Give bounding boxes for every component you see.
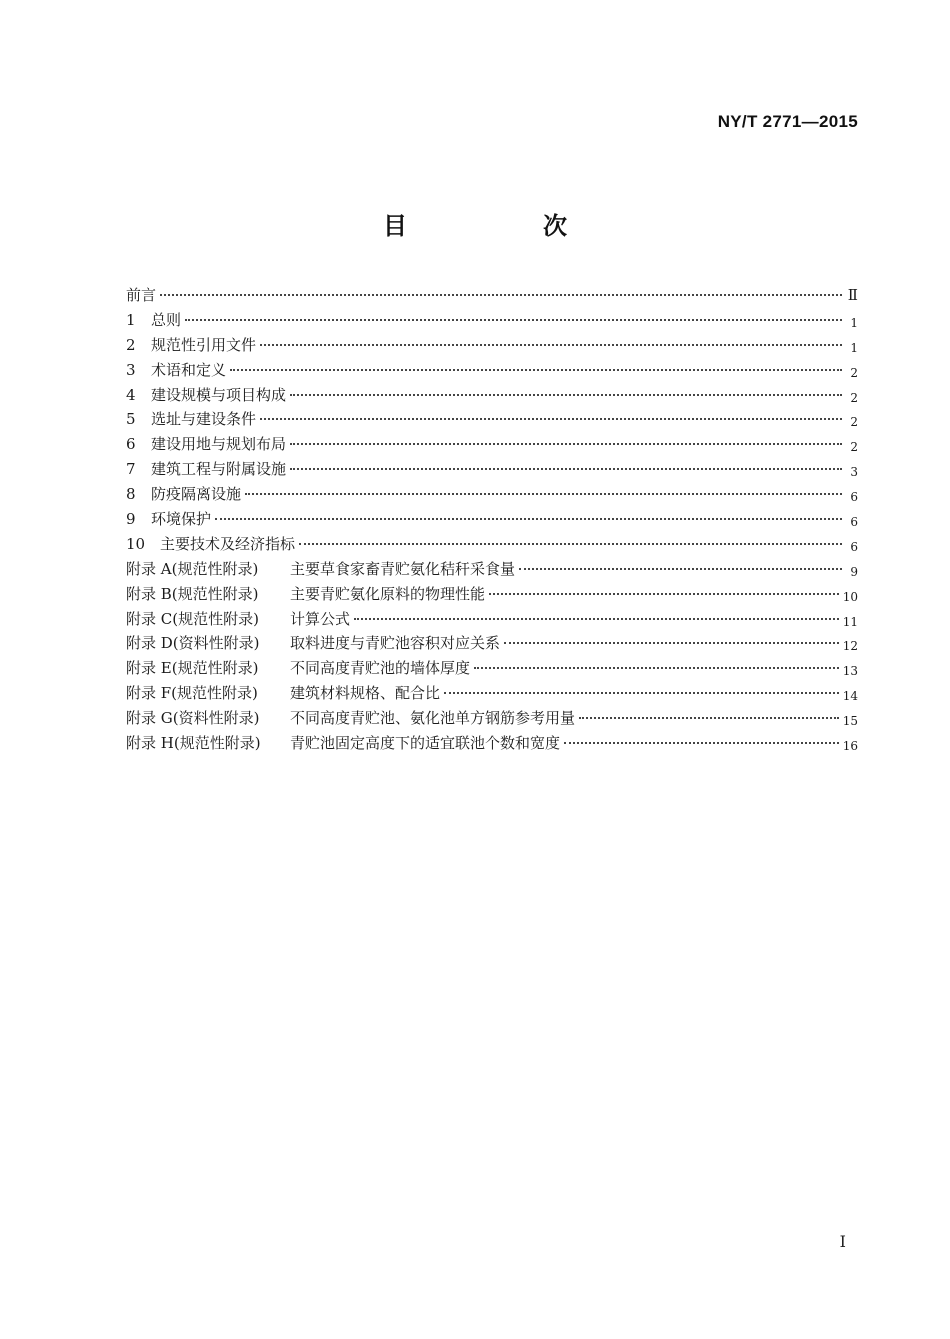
toc-leader-dots	[230, 369, 842, 371]
toc-entry-page: 2	[850, 415, 858, 430]
toc-entry-appendix-h[interactable]	[126, 731, 858, 756]
toc-entry-page: 10	[842, 589, 858, 604]
toc-entry-label	[126, 482, 241, 507]
toc-leader-dots	[215, 518, 842, 520]
toc-entry-title: 不同高度青贮池的墙体厚度	[290, 659, 471, 678]
toc-entry-number: 附录 D(资料性附录)	[126, 634, 260, 653]
toc-entry-page: 2	[850, 390, 858, 405]
toc-entry-page: 9	[850, 564, 858, 579]
toc-leader-dots	[354, 618, 839, 620]
toc-entry-title: 建设用地与规划布局	[151, 435, 287, 454]
toc-entry-appendix-e[interactable]	[126, 656, 858, 681]
toc-entry-number: 6	[126, 435, 136, 454]
toc-entry-title: 计算公式	[290, 609, 351, 628]
toc-entry-page: 2	[850, 440, 858, 455]
toc-entry-number: 3	[126, 360, 136, 379]
toc-entry-1[interactable]	[126, 308, 858, 333]
toc-entry-5[interactable]	[126, 407, 858, 432]
toc-entry-label	[126, 407, 256, 432]
toc-entry-number: 附录 A(规范性附录)	[126, 559, 259, 578]
toc-entry-2[interactable]	[126, 333, 858, 358]
toc-entry-number: 2	[126, 335, 136, 354]
toc-leader-dots	[579, 717, 839, 719]
standard-code: NY/T 2771—2015	[717, 112, 858, 131]
toc-leader-dots	[245, 493, 842, 495]
toc-entry-page: 13	[842, 664, 858, 679]
toc-entry-number: 7	[126, 460, 136, 479]
toc-entry-page: 6	[850, 515, 858, 530]
toc-entry-3[interactable]	[126, 358, 858, 383]
toc-leader-dots	[519, 568, 842, 570]
toc-leader-dots	[290, 443, 842, 445]
toc-entry-appendix-a[interactable]	[126, 557, 858, 582]
toc-leader-dots	[260, 418, 842, 420]
toc-entry-page: 1	[850, 340, 858, 355]
toc-entry-number: 附录 B(规范性附录)	[126, 584, 259, 603]
toc-entry-number: 附录 E(规范性附录)	[126, 659, 259, 678]
toc-entry-label	[126, 681, 440, 706]
toc-leader-dots	[564, 742, 839, 744]
toc-entry-10[interactable]	[126, 532, 858, 557]
toc-entry-title: 建设规模与项目构成	[151, 385, 287, 404]
toc-entry-9[interactable]	[126, 507, 858, 532]
toc-entry-title: 主要青贮氨化原料的物理性能	[290, 584, 486, 603]
toc-entry-number: 附录 G(资料性附录)	[126, 709, 260, 728]
toc-entry-label	[126, 457, 286, 482]
toc-entry-label	[126, 706, 575, 731]
toc-entry-label	[126, 358, 226, 383]
toc-entry-appendix-d[interactable]	[126, 631, 858, 656]
toc-entry-title: 术语和定义	[151, 360, 227, 379]
toc-entry-title: 规范性引用文件	[151, 335, 257, 354]
toc-list	[126, 283, 858, 756]
toc-entry-page: 11	[842, 614, 858, 629]
toc-entry-number: 附录 H(规范性附录)	[126, 734, 261, 753]
toc-entry-4[interactable]	[126, 383, 858, 408]
toc-entry-appendix-f[interactable]	[126, 681, 858, 706]
toc-entry-page: 14	[842, 689, 858, 704]
toc-entry-title: 建筑材料规格、配合比	[290, 684, 441, 703]
toc-entry-title: 环境保护	[151, 510, 212, 529]
toc-entry-title: 主要草食家畜青贮氨化秸秆采食量	[290, 559, 516, 578]
toc-entry-title: 取料进度与青贮池容积对应关系	[290, 634, 501, 653]
toc-entry-page: 1	[850, 315, 858, 330]
toc-entry-number: 5	[126, 410, 136, 429]
toc-entry-number: 4	[126, 385, 136, 404]
toc-entry-page: 15	[842, 714, 858, 729]
toc-entry-label	[126, 283, 156, 308]
toc-leader-dots	[185, 319, 842, 321]
toc-entry-page: 6	[850, 539, 858, 554]
toc-entry-page: 2	[850, 365, 858, 380]
toc-entry-title: 不同高度青贮池、氨化池单方钢筋参考用量	[290, 709, 576, 728]
toc-entry-page: 3	[850, 465, 858, 480]
toc-entry-number: 附录 C(规范性附录)	[126, 609, 259, 628]
toc-entry-label	[126, 507, 211, 532]
toc-entry-label	[126, 333, 256, 358]
toc-entry-title: 主要技术及经济指标	[160, 534, 296, 553]
toc-entry-title: 总则	[151, 310, 182, 329]
toc-entry-label	[126, 631, 500, 656]
toc-entry-foreword[interactable]	[126, 283, 858, 308]
toc-entry-page: 16	[842, 739, 858, 754]
toc-entry-label	[126, 656, 470, 681]
toc-entry-label	[126, 308, 181, 333]
toc-entry-8[interactable]	[126, 482, 858, 507]
toc-entry-title: 防疫隔离设施	[151, 485, 242, 504]
toc-leader-dots	[299, 543, 842, 545]
toc-entry-7[interactable]	[126, 457, 858, 482]
toc-entry-page: 12	[842, 639, 858, 654]
toc-entry-title: 前言	[126, 286, 157, 304]
toc-leader-dots	[489, 593, 839, 595]
toc-title: 目 次	[383, 212, 623, 240]
toc-leader-dots	[474, 667, 839, 669]
toc-leader-dots	[260, 344, 842, 346]
toc-entry-number: 9	[126, 510, 136, 529]
toc-entry-label	[126, 532, 295, 557]
toc-entry-title: 建筑工程与附属设施	[151, 460, 287, 479]
toc-entry-label	[126, 432, 286, 457]
toc-entry-appendix-c[interactable]	[126, 607, 858, 632]
toc-entry-number: 8	[126, 485, 136, 504]
toc-leader-dots	[160, 294, 842, 296]
toc-entry-title: 选址与建设条件	[151, 410, 257, 429]
toc-entry-number: 1	[126, 310, 136, 329]
toc-entry-6[interactable]	[126, 432, 858, 457]
toc-entry-page: Ⅱ	[847, 286, 858, 304]
toc-entry-page: 6	[850, 490, 858, 505]
toc-entry-number: 10	[126, 534, 146, 553]
toc-entry-title: 青贮池固定高度下的适宜联池个数和宽度	[290, 734, 561, 753]
page-number: I	[839, 1232, 846, 1251]
toc-entry-appendix-g[interactable]	[126, 706, 858, 731]
toc-leader-dots	[504, 642, 839, 644]
toc-leader-dots	[290, 394, 842, 396]
toc-leader-dots	[444, 692, 839, 694]
toc-entry-label	[126, 383, 286, 408]
toc-entry-label	[126, 731, 560, 756]
toc-entry-number: 附录 F(规范性附录)	[126, 684, 258, 703]
toc-entry-label	[126, 607, 350, 632]
toc-leader-dots	[290, 468, 842, 470]
toc-entry-appendix-b[interactable]	[126, 582, 858, 607]
toc-entry-label	[126, 557, 515, 582]
toc-entry-label	[126, 582, 485, 607]
